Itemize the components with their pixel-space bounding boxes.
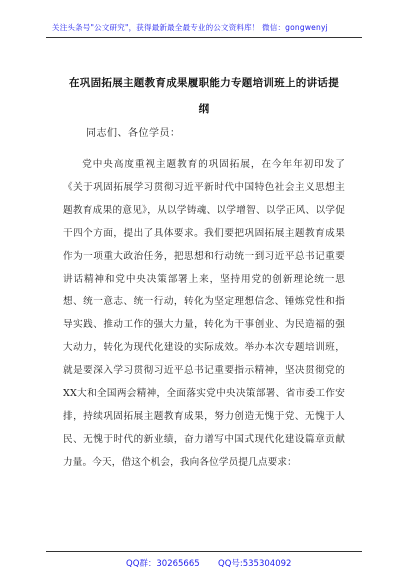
document-title: 在巩固拓展主题教育成果履职能力专题培训班上的讲话提纲 bbox=[69, 77, 339, 115]
greeting: 同志们、各位学员： bbox=[86, 128, 181, 139]
footer-qq-number: QQ号:535304092 bbox=[218, 559, 292, 569]
footer-divider bbox=[46, 551, 362, 552]
body-paragraph: 党中央高度重视主题教育的巩固拓展，在今年年初印发了《关于巩固拓展学习贯彻习近平新时代中国特色社会主义思想主题教育成果的意见》，从以学铸魂、以学增智、以学正风、以学促干四个方面，提出了具体要求。我们要把巩固拓展主题教育成果作为一项重大政治任务，把思想和行动统一到习近平总书记重要讲话精神和党中央决策部署上来，坚持用党的创新理论统一思想、统一意志、统一行动，转化为坚定理想信念、锤炼党性和指导实践、推动工作的强大力量，转化为干事创业、为民造福的强大动力，转化为现代化建设的实际成效。举办本次专题培训班，就是要深入学习贯彻习近平总书记重要指示精神，坚决贯彻党的XX大和全国两会精神，全面落实党中央决策部署、省市委工作安排，持续巩固拓展主题教育成果，努力创造无愧于党、无愧于人民、无愧于时代的新业绩，奋力谱写中国式现代化建设篇章贡献力量。今天，借这个机会，我向各位学员提几点要求： bbox=[63, 159, 345, 468]
footer-qq-group: QQ群：30265665 bbox=[126, 559, 200, 569]
header-divider bbox=[46, 37, 362, 38]
header-note: 关注头条号"公文研究"，获得最新最全最专业的公文资料库！ 微信：gongwenyj bbox=[52, 23, 328, 32]
